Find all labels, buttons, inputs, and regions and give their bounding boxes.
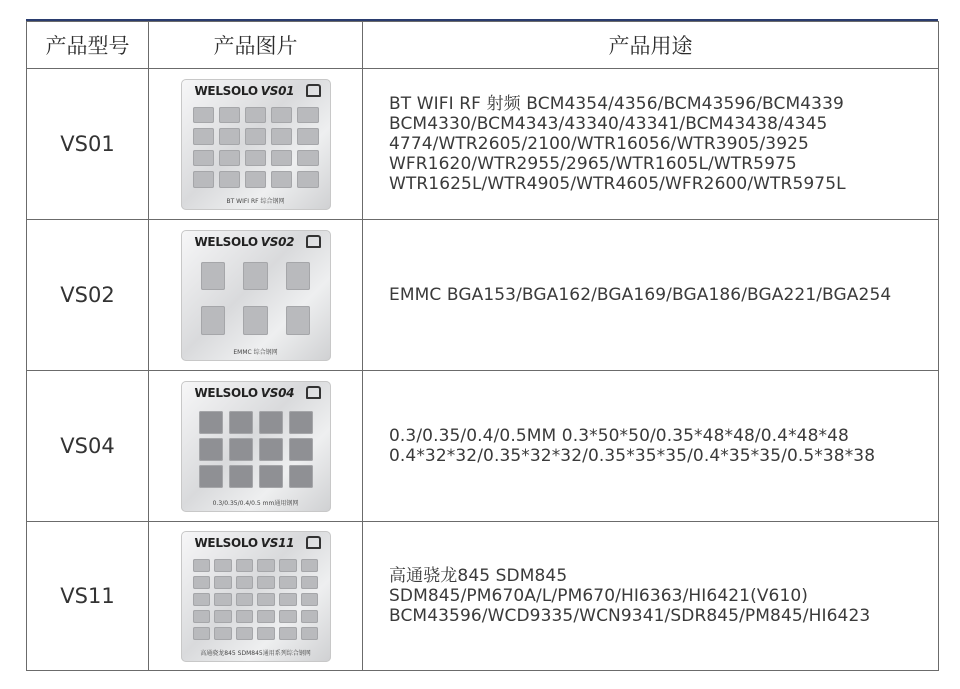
use-line: EMMC BGA153/BGA162/BGA169/BGA186/BGA221/BGA254 (389, 285, 892, 305)
pad (201, 306, 226, 335)
pad (289, 465, 313, 488)
use-line: 4774/WTR2605/2100/WTR16056/WTR3905/3925 (389, 134, 809, 154)
pad (219, 107, 240, 124)
pad (201, 262, 226, 291)
pad (289, 411, 313, 434)
table-row (27, 69, 939, 220)
stencil-brand: WELSOLO VS01 (194, 83, 295, 98)
table-header-row (27, 22, 939, 69)
pad (219, 171, 240, 188)
use-line: WTR1625L/WTR4905/WTR4605/WFR2600/WTR5975L (389, 174, 846, 194)
pad (219, 150, 240, 167)
pad (259, 465, 283, 488)
model-cell: VS01 (27, 69, 149, 220)
pad (286, 306, 311, 335)
use-line: BCM43596/WCD9335/WCN9341/SDR845/PM845/HI6423 (389, 606, 871, 626)
pad (199, 465, 223, 488)
pad (193, 576, 211, 589)
image-cell (149, 220, 363, 371)
pad (301, 610, 319, 623)
stencil-caption: 0.3/0.35/0.4/0.5 mm通用钢网 (212, 499, 299, 507)
stencil-logo-icon (306, 386, 321, 399)
pad (271, 150, 292, 167)
use-cell (363, 69, 939, 220)
pad (245, 107, 266, 124)
stencil-brand: WELSOLO VS11 (194, 535, 295, 550)
pad (245, 171, 266, 188)
use-line: BCM4330/BCM4343/43340/43341/BCM43438/4345 (389, 114, 828, 134)
pad (301, 593, 319, 606)
stencil-image (181, 531, 331, 662)
table-row (27, 371, 939, 522)
stencil-image (181, 79, 331, 210)
pad (279, 559, 297, 572)
header-model: 产品型号 (27, 22, 149, 69)
pad (245, 128, 266, 145)
pad (243, 306, 268, 335)
pad (193, 150, 214, 167)
pad (236, 576, 254, 589)
pad (297, 107, 318, 124)
pad (257, 593, 275, 606)
stencil-pad-grid (193, 409, 319, 490)
pad (271, 107, 292, 124)
pad (286, 262, 311, 291)
pad (257, 576, 275, 589)
stencil-caption: BT WIFI RF 综合钢网 (226, 197, 285, 205)
pad (219, 128, 240, 145)
pad (236, 559, 254, 572)
pad (257, 627, 275, 640)
use-line: WFR1620/WTR2955/2965/WTR1605L/WTR5975 (389, 154, 797, 174)
pad (214, 593, 232, 606)
pad (193, 559, 211, 572)
pad (193, 627, 211, 640)
stencil-logo-icon (306, 84, 321, 97)
stencil-pad-grid (193, 107, 319, 188)
pad (271, 128, 292, 145)
pad (289, 438, 313, 461)
pad (279, 610, 297, 623)
pad (193, 107, 214, 124)
stencil-brand: WELSOLO VS04 (194, 385, 295, 400)
pad (193, 128, 214, 145)
table-row (27, 220, 939, 371)
stencil-logo-icon (306, 235, 321, 248)
pad (279, 627, 297, 640)
product-table (26, 21, 939, 671)
header-image: 产品图片 (149, 22, 363, 69)
image-cell (149, 69, 363, 220)
use-cell (363, 371, 939, 522)
use-line: 0.3/0.35/0.4/0.5MM 0.3*50*50/0.35*48*48/0.4*48*48 (389, 426, 849, 446)
pad (279, 576, 297, 589)
pad (199, 438, 223, 461)
stencil-image (181, 381, 331, 512)
pad (245, 150, 266, 167)
pad (229, 465, 253, 488)
model-cell: VS11 (27, 522, 149, 671)
model-cell: VS04 (27, 371, 149, 522)
table-row (27, 522, 939, 671)
pad (193, 610, 211, 623)
stencil-logo-icon (306, 536, 321, 549)
stencil-caption: EMMC 综合钢网 (233, 348, 278, 356)
stencil-image (181, 230, 331, 361)
pad (229, 438, 253, 461)
pad (236, 593, 254, 606)
use-cell (363, 522, 939, 671)
pad (229, 411, 253, 434)
pad (243, 262, 268, 291)
use-line: SDM845/PM670A/L/PM670/HI6363/HI6421(V610) (389, 586, 809, 606)
image-cell (149, 371, 363, 522)
pad (214, 627, 232, 640)
use-line: 0.4*32*32/0.35*32*32/0.35*35*35/0.4*35*35/0.5*38*38 (389, 446, 876, 466)
pad (236, 610, 254, 623)
pad (214, 610, 232, 623)
pad (236, 627, 254, 640)
use-line: BT WIFI RF 射频 BCM4354/4356/BCM43596/BCM4339 (389, 94, 844, 114)
pad (297, 150, 318, 167)
pad (297, 128, 318, 145)
pad (301, 627, 319, 640)
pad (193, 171, 214, 188)
pad (279, 593, 297, 606)
pad (214, 559, 232, 572)
pad (301, 559, 319, 572)
stencil-brand: WELSOLO VS02 (194, 234, 295, 249)
pad (259, 438, 283, 461)
pad (297, 171, 318, 188)
pad (301, 576, 319, 589)
pad (193, 593, 211, 606)
pad (271, 171, 292, 188)
stencil-pad-grid (193, 258, 319, 339)
image-cell (149, 522, 363, 671)
pad (257, 559, 275, 572)
pad (199, 411, 223, 434)
pad (259, 411, 283, 434)
pad (257, 610, 275, 623)
use-line: 高通骁龙845 SDM845 (389, 566, 568, 586)
pad (214, 576, 232, 589)
use-cell (363, 220, 939, 371)
stencil-pad-grid (193, 559, 319, 640)
header-use: 产品用途 (363, 22, 939, 69)
stencil-caption: 高通骁龙845 SDM845通用系列综合钢网 (200, 649, 311, 657)
model-cell: VS02 (27, 220, 149, 371)
